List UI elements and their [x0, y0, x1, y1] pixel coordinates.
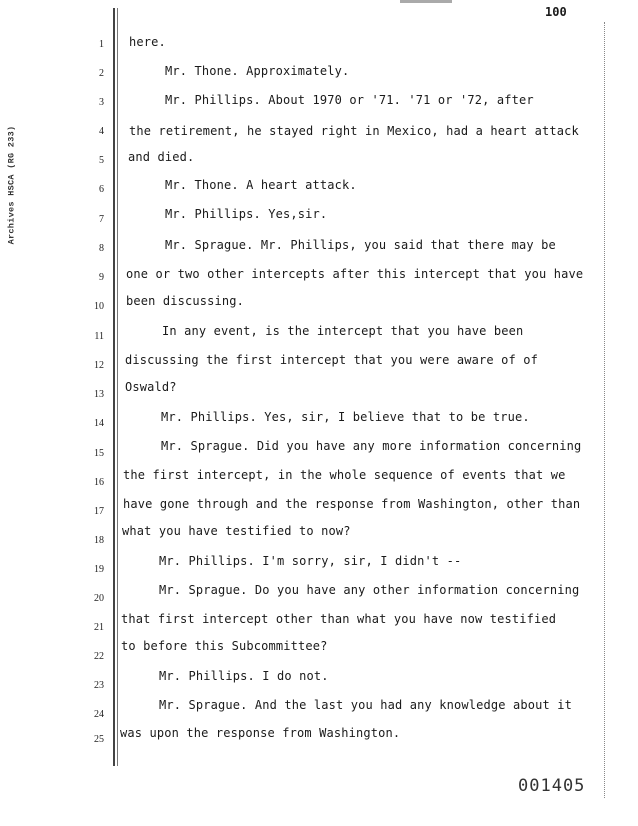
line-number: 14	[94, 418, 104, 429]
transcript-line: Mr. Sprague. And the last you had any knowledge about it	[159, 698, 572, 712]
transcript-line: Mr. Sprague. Do you have any other information concerning	[159, 583, 580, 597]
transcript-line: the first intercept, in the whole sequence of events that we	[123, 468, 566, 482]
archive-stamp	[3, 40, 19, 330]
line-number: 4	[99, 126, 104, 137]
line-number: 11	[94, 331, 104, 342]
transcript-line: here.	[129, 35, 166, 49]
line-number: 23	[94, 680, 104, 691]
margin-rule-left-inner	[117, 8, 118, 766]
line-number: 25	[94, 734, 104, 745]
transcript-line: Mr. Phillips. About 1970 or '71. '71 or '72, after	[165, 93, 534, 107]
margin-rule-left	[113, 8, 115, 766]
line-number: 10	[94, 301, 104, 312]
transcript-line: Mr. Thone. Approximately.	[165, 64, 350, 78]
line-number: 6	[99, 184, 104, 195]
transcript-line: discussing the first intercept that you were aware of of	[125, 353, 538, 367]
line-number: 21	[94, 622, 104, 633]
line-number: 5	[99, 155, 104, 166]
transcript-line: what you have testified to now?	[122, 524, 351, 538]
transcript-line: have gone through and the response from Washington, other than	[123, 497, 581, 511]
transcript-line: and died.	[128, 150, 195, 164]
scan-smudge	[400, 0, 452, 3]
line-number: 2	[99, 68, 104, 79]
transcript-line: In any event, is the intercept that you have been	[162, 324, 524, 338]
transcript-line: Mr. Phillips. Yes,sir.	[165, 207, 328, 221]
transcript-line: Mr. Thone. A heart attack.	[165, 178, 357, 192]
archive-stamp-text: Archives HSCA (RG 233)	[6, 125, 17, 245]
transcript-line: Oswald?	[125, 380, 177, 394]
page-number: 100	[545, 5, 567, 19]
line-number: 13	[94, 389, 104, 400]
line-number: 16	[94, 477, 104, 488]
transcript-line: that first intercept other than what you have now testified	[121, 612, 557, 626]
transcript-line: the retirement, he stayed right in Mexico, had a heart attack	[129, 124, 579, 138]
transcript-line: was upon the response from Washington.	[120, 726, 401, 740]
line-number: 8	[99, 243, 104, 254]
line-number: 18	[94, 535, 104, 546]
line-number: 19	[94, 564, 104, 575]
transcript-line: Mr. Sprague. Mr. Phillips, you said that there may be	[165, 238, 556, 252]
document-id-stamp: 001405	[518, 776, 586, 796]
transcript-line: Mr. Phillips. I'm sorry, sir, I didn't --	[159, 554, 462, 568]
line-number: 22	[94, 651, 104, 662]
line-number: 20	[94, 593, 104, 604]
line-number: 15	[94, 448, 104, 459]
margin-rule-right	[604, 22, 605, 798]
transcript-line: to before this Subcommittee?	[121, 639, 328, 653]
line-number: 12	[94, 360, 104, 371]
line-number: 17	[94, 506, 104, 517]
transcript-line: Mr. Sprague. Did you have any more information concerning	[161, 439, 582, 453]
line-number: 9	[99, 272, 104, 283]
transcript-line: Mr. Phillips. Yes, sir, I believe that to be true.	[161, 410, 530, 424]
line-number: 24	[94, 709, 104, 720]
transcript-line: been discussing.	[126, 294, 244, 308]
transcript-line: Mr. Phillips. I do not.	[159, 669, 329, 683]
line-number: 3	[99, 97, 104, 108]
line-number: 7	[99, 214, 104, 225]
line-number: 1	[99, 39, 104, 50]
transcript-line: one or two other intercepts after this intercept that you have	[126, 267, 584, 281]
